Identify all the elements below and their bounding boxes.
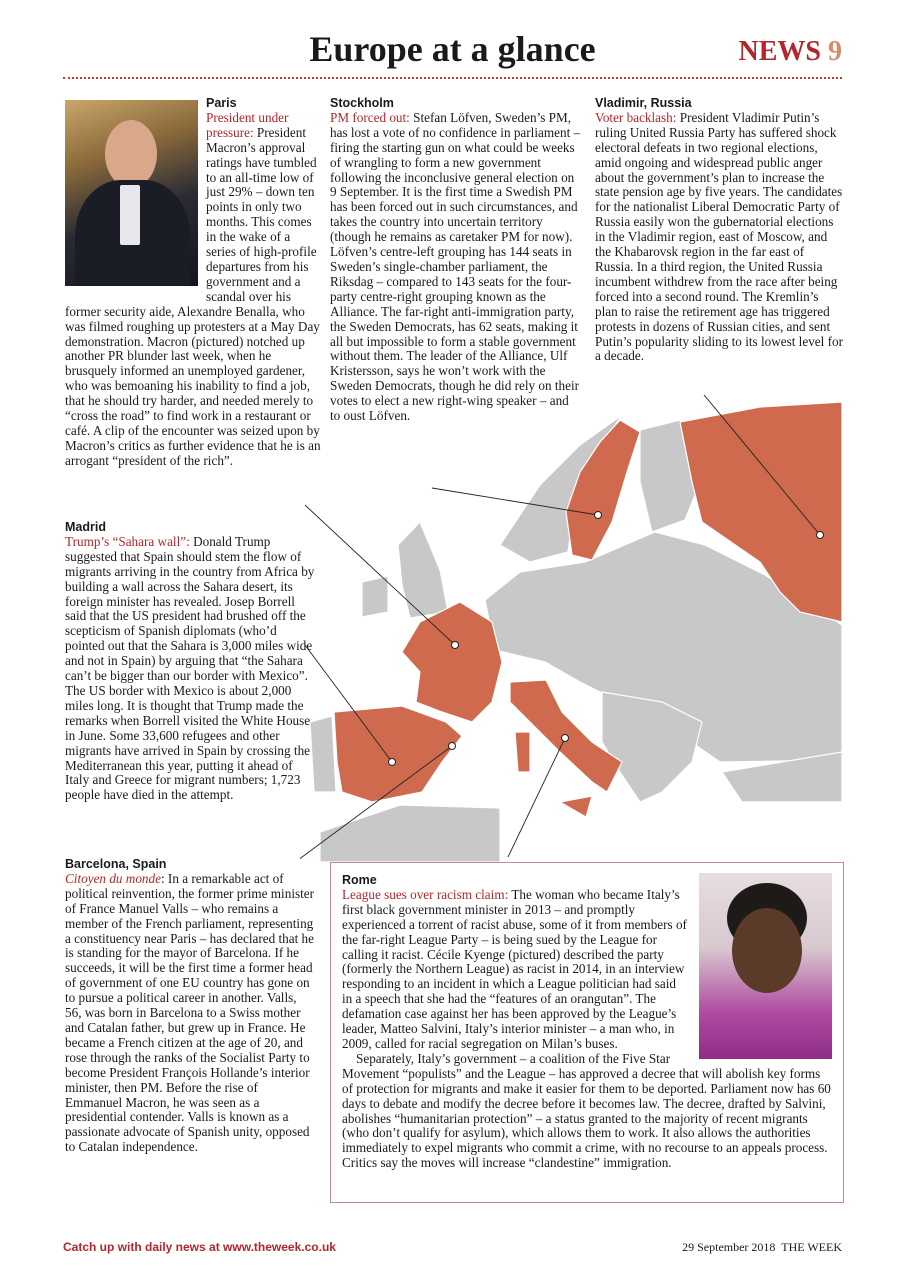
story-body-continued: Separately, Italy’s government – a coalition of the Five Star Movement “populists” and the League – has approved a decree that will abolish key forms of protection for migrants and make it easier for them to be deported. Parliament now has 60 days to debate and modify the decree before it becomes law. The decree, drafted by Salvini, abolishes “humanitarian protection” – a status granted to the majority of recent migrants (who don’t qualify for asylum), which allows them to work. It also allows the authorities immediately to expel migrants who commit a crime, with no recourse to an appeals process. Critics say the moves will increase “clandestine” immigration. (342, 1050, 831, 1171)
footer-issue (682, 1240, 842, 1255)
footer-publication: THE WEEK (781, 1240, 842, 1254)
map-marker-stockholm (595, 512, 602, 519)
story-madrid (65, 520, 315, 803)
story-kicker: Trump’s “Sahara wall”: (65, 533, 190, 549)
story-body: President Macron’s approval ratings have tumbled to an all-time low of just 29% – down ten points in only two months. This comes in the wake of a series of high-profile departures from his government and a scandal over his former security aide, Alexandre Benalla, who was filmed roughing up protesters at a May Day demonstration. Macron (pictured) notched up another PR blunder last week, when he brusquely informed an unemployed gardener, who was bemoaning his inability to find a job, that he should try harder, and needed merely to “cross the road” to find work in a restaurant or café. A clip of the encounter was seized upon by Macron’s critics as further evidence that he is an arrogant “president of the rich”. (65, 124, 321, 468)
map-sicily (560, 796, 592, 817)
map-marker-rome (562, 735, 569, 742)
story-body: Donald Trump suggested that Spain should stem the flow of migrants arriving in the country from Africa by building a wall across the Sahara desert, its foreign minister has revealed. Josep Borrell said that the US president had brushed off the scepticism of Spanish diplomats (who’d pointed out that the Sahara is 3,000 miles wide and not in Spain) by arguing that “the Sahara can’t be bigger than our border with Mexico”. The US border with Mexico is about 2,000 miles long. It is thought that Trump made the remarks when Borrell visited the White House in June. Some 33,600 refugees and other migrants have arrived in Spain by crossing the Mediterranean this year, putting it ahead of Italy and Greece for migrant numbers; 1,723 people have died in the attempt. (65, 533, 315, 803)
map-marker-vladimir (817, 532, 824, 539)
macron-photo (65, 100, 198, 286)
story-barcelona (65, 857, 315, 1155)
map-france (402, 602, 502, 722)
story-location: Barcelona, Spain (65, 857, 167, 871)
story-location: Stockholm (330, 96, 394, 110)
story-location: Madrid (65, 520, 106, 534)
story-vladimir (595, 96, 843, 364)
story-kicker: League sues over racism claim: (342, 886, 509, 902)
footer-date: 29 September 2018 (682, 1240, 776, 1254)
story-location: Paris (206, 96, 237, 110)
story-kicker: Voter backlash: (595, 109, 677, 125)
map-uk (398, 522, 448, 618)
map-marker-paris (452, 642, 459, 649)
footer-website-link[interactable]: Catch up with daily news at www.theweek.co.uk (63, 1240, 336, 1254)
story-body: : In a remarkable act of political reinvention, the former prime minister of France Manuel Valls – who remains a member of the French parliament, representing a constituency near Paris – has declared that he is standing for the mayor of Barcelona. If he succeeds, it will be the first time a former head of government of one EU country has gone on to pursue a political career in another. Valls, 56, was born in Barcelona to a Swiss mother and Catalan father, but grew up in France. He became a French citizen at the age of 20, and rose through the ranks of the Socialist Party to become President François Hollande’s interior minister, then PM. Before the rise of Emmanuel Macron, he was seen as a presidential contender. Valls is known as a passionate advocate of Spanish unity, opposed to Catalan independence. (65, 870, 315, 1155)
page-title: Europe at a glance (309, 29, 596, 69)
map-marker-barcelona (449, 743, 456, 750)
section-label (739, 36, 842, 68)
story-kicker: PM forced out: (330, 109, 410, 125)
map-ireland (362, 576, 388, 617)
story-paris (65, 96, 322, 469)
map-spain (334, 706, 462, 802)
story-kicker: President under pressure: (206, 109, 289, 140)
story-location: Vladimir, Russia (595, 96, 692, 110)
map-sardinia (515, 732, 530, 772)
story-body: Stefan Löfven, Sweden’s PM, has lost a vote of no confidence in parliament – firing the starting gun on what could be weeks of wrangling to form a new government following the inconclusive general election on 9 September. It is the first time a Swedish PM has been forced out in such circumstances, and takes the country into uncertain territory (though he remains as caretaker PM for now). Löfven’s centre-left grouping has 144 seats in Sweden’s single-chamber parliament, the Riksdag – compared to 143 seats for the four-party centre-right grouping known as the Alliance. The far-right anti-immigration party, the Sweden Democrats, has 62 seats, making it all but impossible to form a stable government without them. The leader of the Alliance, Ulf Kristersson, says he won’t work with the Sweden Democrats, though he did rely on their votes to elect a new right-wing speaker – and to oust Löfven. (330, 109, 581, 424)
story-rome (330, 862, 844, 1203)
map-north-africa (320, 805, 500, 862)
section-name: NEWS (738, 36, 821, 67)
story-body: The woman who became Italy’s first black government minister in 2013 – and promptly experienced a torrent of racist abuse, some of it from members of the far-right League Party – is being sued by the League for calling it racist. Cécile Kyenge (pictured) described the party (formerly the Northern League) as racist in 2014, in an interview responding to an incident in which a League politician had said in a speech that she had the “features of an orangutan”. The defamation case against her has been approved by the League’s leader, Matteo Salvini, Italy’s interior minister – a man who, in 2009, called for racial segregation on Milan’s buses. (342, 886, 687, 1051)
map-marker-madrid (389, 759, 396, 766)
kyenge-photo (699, 873, 832, 1059)
header-divider (63, 77, 842, 79)
story-body: President Vladimir Putin’s ruling United Russia Party has suffered shock electoral defeats in two regional elections, amid ongoing and widespread public anger about the government’s plan to increase the state pension age by five years. The candidates for the nationalist Liberal Democratic Party of Russia easily won the gubernatorial elections in the Vladimir region, east of Moscow, and the Khabarovsk region in the far east of Russia. In a third region, the United Russia incumbent withdrew from the race after being forced into a second round. The Kremlin’s plan to raise the retirement age has triggered protests in dozens of Russian cities, and sent Putin’s popularity sliding to its lowest level for a decade. (595, 109, 843, 364)
story-location: Rome (342, 873, 377, 887)
map-sweden (566, 420, 640, 560)
page-number: 9 (828, 36, 842, 67)
story-kicker: Citoyen du monde (65, 870, 161, 886)
story-stockholm (330, 96, 582, 424)
europe-map (300, 395, 845, 865)
